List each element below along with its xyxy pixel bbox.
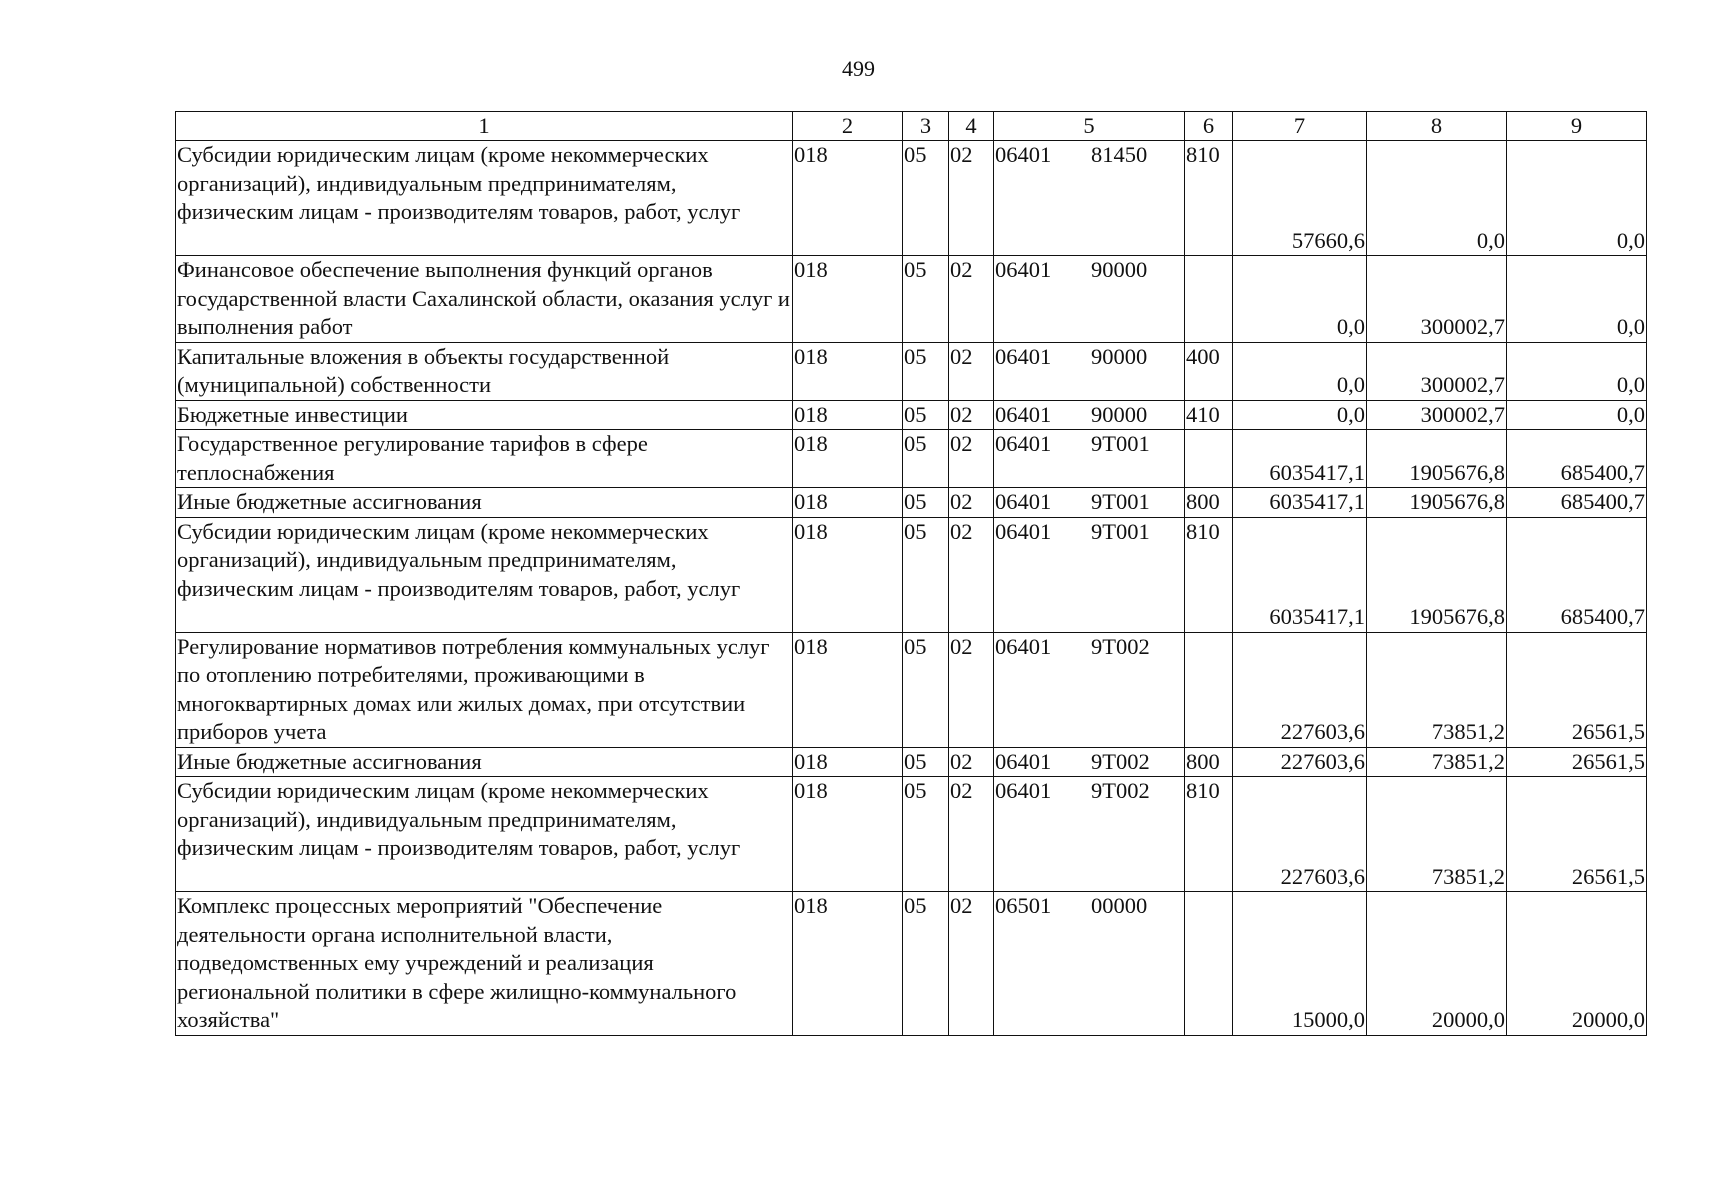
table-row (176, 256, 1647, 343)
target-article-code (994, 256, 1185, 343)
header-cell: 3 (903, 112, 949, 141)
target-article-program: 06501 (995, 893, 1052, 918)
header-cell: 9 (1507, 112, 1647, 141)
budget-table (175, 111, 1647, 1036)
admin-code: 018 (793, 342, 903, 400)
amount-year-3: 26561,5 (1507, 747, 1647, 777)
expense-type-code: 800 (1185, 488, 1233, 518)
amount-year-3: 685400,7 (1507, 517, 1647, 632)
target-article-direction: 9Т001 (1091, 518, 1150, 544)
header-row (176, 112, 1647, 141)
amount-year-1: 6035417,1 (1233, 517, 1367, 632)
row-description: Субсидии юридическим лицам (кроме некоммерческих организаций), индивидуальным предпринимателям, физическим лицам - производителям товаров, работ, услуг (176, 517, 793, 632)
expense-type-code (1185, 892, 1233, 1036)
table-row (176, 488, 1647, 518)
amount-year-1: 227603,6 (1233, 777, 1367, 892)
target-article-code (994, 892, 1185, 1036)
row-description: Иные бюджетные ассигнования (176, 488, 793, 518)
table-row (176, 747, 1647, 777)
section-code: 05 (903, 747, 949, 777)
section-code: 05 (903, 342, 949, 400)
admin-code: 018 (793, 256, 903, 343)
table-row (176, 430, 1647, 488)
target-article-code (994, 517, 1185, 632)
target-article-program: 06401 (995, 401, 1052, 427)
target-article-direction: 9Т001 (1091, 489, 1150, 514)
target-article-direction: 90000 (1091, 401, 1148, 427)
admin-code: 018 (793, 632, 903, 747)
expense-type-code: 810 (1185, 141, 1233, 256)
admin-code: 018 (793, 747, 903, 777)
target-article-program: 06401 (995, 257, 1052, 282)
admin-code: 018 (793, 517, 903, 632)
amount-year-1: 57660,6 (1233, 141, 1367, 256)
target-article-direction: 9Т002 (1091, 633, 1150, 659)
table-row (176, 892, 1647, 1036)
target-article-direction: 9Т001 (1091, 431, 1150, 456)
header-cell: 7 (1233, 112, 1367, 141)
amount-year-3: 685400,7 (1507, 488, 1647, 518)
target-article-program: 06401 (995, 142, 1052, 167)
target-article-program: 06401 (995, 518, 1052, 544)
header-cell: 6 (1185, 112, 1233, 141)
table-row (176, 141, 1647, 256)
section-code: 05 (903, 777, 949, 892)
header-cell: 8 (1367, 112, 1507, 141)
admin-code: 018 (793, 400, 903, 430)
target-article-program: 06401 (995, 778, 1052, 803)
admin-code: 018 (793, 488, 903, 518)
subsection-code: 02 (949, 747, 994, 777)
row-description: Финансовое обеспечение выполнения функций органов государственной власти Сахалинской области, оказания услуг и выполнения работ (176, 256, 793, 343)
table-body (176, 141, 1647, 1036)
amount-year-2: 300002,7 (1367, 400, 1507, 430)
target-article-program: 06401 (995, 489, 1052, 514)
amount-year-3: 26561,5 (1507, 777, 1647, 892)
admin-code: 018 (793, 892, 903, 1036)
target-article-code (994, 430, 1185, 488)
expense-type-code (1185, 256, 1233, 343)
section-code: 05 (903, 517, 949, 632)
row-description: Субсидии юридическим лицам (кроме некоммерческих организаций), индивидуальным предпринимателям, физическим лицам - производителям товаров, работ, услуг (176, 777, 793, 892)
expense-type-code (1185, 632, 1233, 747)
amount-year-2: 1905676,8 (1367, 430, 1507, 488)
target-article-program: 06401 (995, 343, 1052, 369)
expense-type-code: 410 (1185, 400, 1233, 430)
subsection-code: 02 (949, 141, 994, 256)
amount-year-1: 6035417,1 (1233, 488, 1367, 518)
amount-year-1: 6035417,1 (1233, 430, 1367, 488)
row-description: Регулирование нормативов потребления коммунальных услуг по отоплению потребителями, проживающими в многоквартирных домах или жилых домах, при отсутствии приборов учета (176, 632, 793, 747)
table-row (176, 632, 1647, 747)
amount-year-2: 0,0 (1367, 141, 1507, 256)
target-article-direction: 9Т002 (1091, 778, 1150, 803)
expense-type-code: 810 (1185, 517, 1233, 632)
target-article-code (994, 632, 1185, 747)
expense-type-code: 400 (1185, 342, 1233, 400)
amount-year-2: 1905676,8 (1367, 517, 1507, 632)
expense-type-code (1185, 430, 1233, 488)
admin-code: 018 (793, 777, 903, 892)
header-cell: 1 (176, 112, 793, 141)
target-article-direction: 00000 (1091, 893, 1148, 918)
table-row (176, 342, 1647, 400)
amount-year-2: 73851,2 (1367, 632, 1507, 747)
subsection-code: 02 (949, 892, 994, 1036)
target-article-code (994, 777, 1185, 892)
amount-year-3: 0,0 (1507, 400, 1647, 430)
amount-year-3: 0,0 (1507, 141, 1647, 256)
subsection-code: 02 (949, 430, 994, 488)
subsection-code: 02 (949, 488, 994, 518)
subsection-code: 02 (949, 517, 994, 632)
row-description: Бюджетные инвестиции (176, 400, 793, 430)
section-code: 05 (903, 430, 949, 488)
subsection-code: 02 (949, 256, 994, 343)
header-cell: 5 (994, 112, 1185, 141)
expense-type-code: 810 (1185, 777, 1233, 892)
table-row (176, 400, 1647, 430)
row-description: Комплекс процессных мероприятий "Обеспечение деятельности органа исполнительной власти, подведомственных ему учреждений и реализация региональной политики в сфере жилищно-коммунального хозяйства" (176, 892, 793, 1036)
table-row (176, 517, 1647, 632)
amount-year-1: 15000,0 (1233, 892, 1367, 1036)
expense-type-code: 800 (1185, 747, 1233, 777)
amount-year-1: 227603,6 (1233, 632, 1367, 747)
amount-year-1: 0,0 (1233, 342, 1367, 400)
amount-year-2: 300002,7 (1367, 342, 1507, 400)
subsection-code: 02 (949, 632, 994, 747)
target-article-direction: 9Т002 (1091, 748, 1150, 774)
subsection-code: 02 (949, 400, 994, 430)
amount-year-3: 0,0 (1507, 342, 1647, 400)
target-article-code (994, 400, 1185, 430)
amount-year-2: 20000,0 (1367, 892, 1507, 1036)
row-description: Капитальные вложения в объекты государственной (муниципальной) собственности (176, 342, 793, 400)
target-article-code (994, 488, 1185, 518)
target-article-program: 06401 (995, 748, 1052, 774)
subsection-code: 02 (949, 342, 994, 400)
row-description: Субсидии юридическим лицам (кроме некоммерческих организаций), индивидуальным предпринимателям, физическим лицам - производителям товаров, работ, услуг (176, 141, 793, 256)
section-code: 05 (903, 488, 949, 518)
section-code: 05 (903, 632, 949, 747)
admin-code: 018 (793, 430, 903, 488)
section-code: 05 (903, 892, 949, 1036)
section-code: 05 (903, 400, 949, 430)
subsection-code: 02 (949, 777, 994, 892)
target-article-code (994, 342, 1185, 400)
target-article-direction: 90000 (1091, 343, 1148, 369)
target-article-direction: 81450 (1091, 142, 1148, 167)
target-article-code (994, 747, 1185, 777)
header-cell: 2 (793, 112, 903, 141)
section-code: 05 (903, 256, 949, 343)
target-article-code (994, 141, 1185, 256)
header-cell: 4 (949, 112, 994, 141)
amount-year-3: 685400,7 (1507, 430, 1647, 488)
amount-year-3: 0,0 (1507, 256, 1647, 343)
amount-year-3: 26561,5 (1507, 632, 1647, 747)
amount-year-2: 1905676,8 (1367, 488, 1507, 518)
amount-year-1: 227603,6 (1233, 747, 1367, 777)
table-row (176, 777, 1647, 892)
target-article-program: 06401 (995, 633, 1052, 659)
page-number: 499 (842, 56, 875, 81)
section-code: 05 (903, 141, 949, 256)
amount-year-1: 0,0 (1233, 400, 1367, 430)
amount-year-2: 300002,7 (1367, 256, 1507, 343)
row-description: Государственное регулирование тарифов в сфере теплоснабжения (176, 430, 793, 488)
amount-year-1: 0,0 (1233, 256, 1367, 343)
row-description: Иные бюджетные ассигнования (176, 747, 793, 777)
amount-year-2: 73851,2 (1367, 747, 1507, 777)
amount-year-3: 20000,0 (1507, 892, 1647, 1036)
target-article-direction: 90000 (1091, 257, 1148, 282)
admin-code: 018 (793, 141, 903, 256)
amount-year-2: 73851,2 (1367, 777, 1507, 892)
target-article-program: 06401 (995, 431, 1052, 456)
